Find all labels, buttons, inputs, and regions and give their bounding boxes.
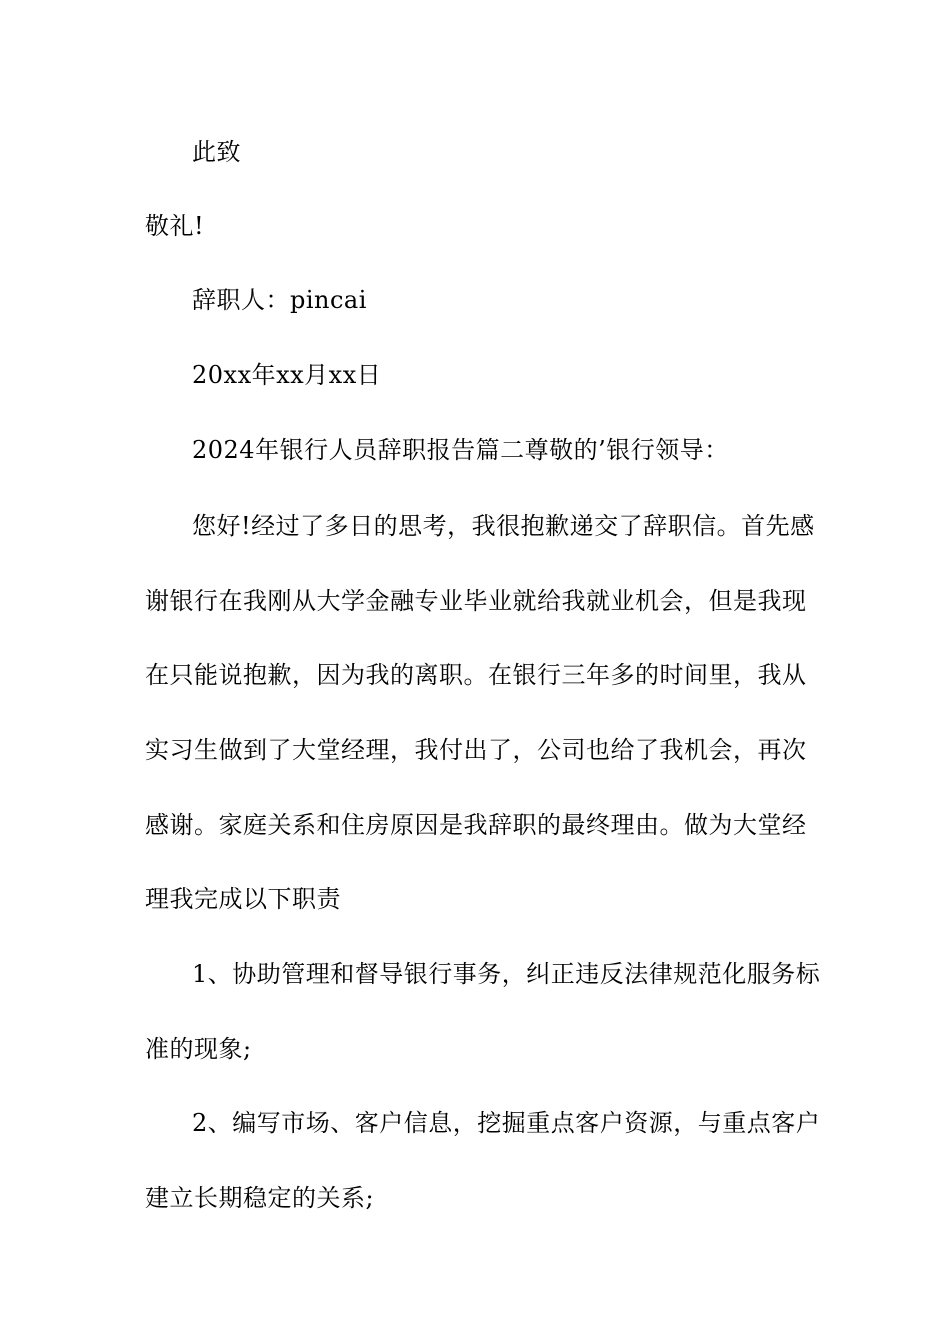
list-item-2-line: 建立长期稳定的关系; bbox=[145, 1184, 375, 1212]
list-item-1-line: 准的现象; bbox=[145, 1035, 252, 1063]
paragraph-line: 实习生做到了大堂经理，我付出了，公司也给了我机会，再次 bbox=[145, 736, 807, 764]
paragraph-line: 理我完成以下职责 bbox=[145, 885, 341, 913]
signature-line: 辞职人：pincai bbox=[192, 286, 367, 314]
paragraph-line: 感谢。家庭关系和住房原因是我辞职的最终理由。做为大堂经 bbox=[145, 811, 807, 839]
paragraph-line: 谢银行在我刚从大学金融专业毕业就给我就业机会，但是我现 bbox=[145, 587, 807, 615]
list-item-2-line: 2、编写市场、客户信息，挖掘重点客户资源，与重点客户 bbox=[192, 1109, 821, 1137]
paragraph-line: 您好!经过了多日的思考，我很抱歉递交了辞职信。首先感 bbox=[192, 512, 815, 540]
paragraph-line: 在只能说抱歉，因为我的离职。在银行三年多的时间里，我从 bbox=[145, 661, 807, 689]
letter-heading: 2024年银行人员辞职报告篇二尊敬的’银行领导： bbox=[192, 436, 729, 464]
closing-regards: 敬礼! bbox=[145, 212, 205, 240]
date-line: 20xx年xx月xx日 bbox=[192, 361, 382, 389]
list-item-1-line: 1、协助管理和督导银行事务，纠正违反法律规范化服务标 bbox=[192, 960, 821, 988]
closing-salutation: 此致 bbox=[192, 138, 241, 166]
